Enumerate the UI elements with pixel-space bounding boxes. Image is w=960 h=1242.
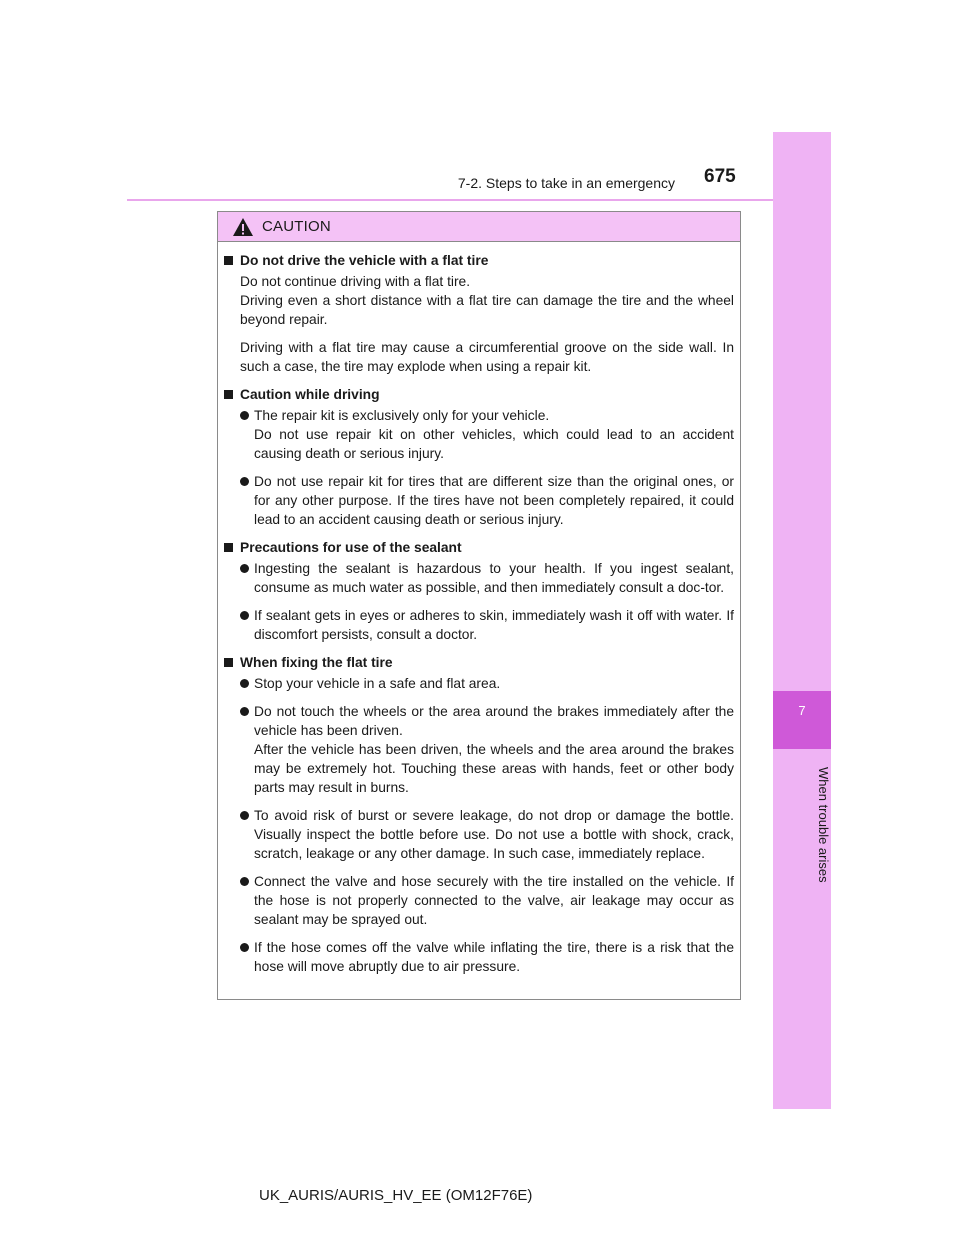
bullet-dot-icon [240, 679, 249, 688]
chapter-label: When trouble arises [816, 767, 831, 883]
paragraph: Do not continue driving with a flat tire. Driving even a short distance with a flat tire can damage the tire and the wheel beyond repair. [240, 274, 734, 327]
chapter-side-tab [773, 132, 831, 1109]
chapter-number: 7 [773, 691, 831, 749]
section-heading-text: Do not drive the vehicle with a flat tire [240, 253, 489, 268]
page-number: 675 [704, 166, 736, 187]
section-heading-text: Precautions for use of the sealant [240, 540, 462, 555]
section-heading [224, 653, 734, 672]
bullet-item [240, 674, 734, 693]
bullet-dot-icon [240, 411, 249, 420]
bullet-dot-icon [240, 707, 249, 716]
square-bullet-icon [224, 256, 233, 265]
caution-box [217, 211, 741, 1000]
bullet-item [240, 606, 734, 644]
bullet-dot-icon [240, 611, 249, 620]
bullet-text: If the hose comes off the valve while inflating the tire, there is a risk that the hose will move abruptly due to air pressure. [254, 940, 734, 974]
bullet-dot-icon [240, 477, 249, 486]
square-bullet-icon [224, 390, 233, 399]
bullet-text: The repair kit is exclusively only for your vehicle. Do not use repair kit on other vehicles, which could lead to an accident causing death or serious injury. [254, 408, 734, 461]
caution-header [218, 212, 740, 242]
bullet-text: Connect the valve and hose securely with the tire installed on the vehicle. If the hose is not properly connected to the valve, air leakage may occur as sealant may be sprayed out. [254, 874, 734, 927]
caution-body [218, 242, 740, 976]
document-code: UK_AURIS/AURIS_HV_EE (OM12F76E) [259, 1187, 533, 1204]
bullet-text: To avoid risk of burst or severe leakage, do not drop or damage the bottle. Visually inspect the bottle before use. Do not use a bottle with shock, crack, scratch, leakage or any other damage. In such case, immediately replace. [254, 808, 734, 861]
bullet-dot-icon [240, 811, 249, 820]
bullet-item [240, 806, 734, 863]
bullet-item [240, 872, 734, 929]
section-heading-text: When fixing the flat tire [240, 655, 393, 670]
header-rule [127, 199, 831, 201]
paragraph: Driving with a flat tire may cause a circumferential groove on the side wall. In such a case, the tire may explode when using a repair kit. [240, 340, 734, 374]
bullet-dot-icon [240, 943, 249, 952]
square-bullet-icon [224, 543, 233, 552]
bullet-item [240, 938, 734, 976]
section-heading [224, 385, 734, 404]
warning-triangle-icon [232, 217, 254, 237]
section-heading [224, 538, 734, 557]
bullet-text: Do not touch the wheels or the area around the brakes immediately after the vehicle has been driven. After the vehicle has been driven, the wheels and the area around the brakes may be extremely hot. Touching these areas with hands, feet or other body parts may result in burns. [254, 704, 734, 795]
bullet-item [240, 472, 734, 529]
bullet-text: Stop your vehicle in a safe and flat area. [254, 676, 501, 691]
bullet-dot-icon [240, 877, 249, 886]
bullet-item [240, 406, 734, 463]
bullet-text: Do not use repair kit for tires that are different size than the original ones, or for any other purpose. If the tires have not been completely repaired, it could lead to an accident causing death or serious injury. [254, 474, 734, 527]
section-header: 7-2. Steps to take in an emergency [457, 175, 675, 191]
section-heading [224, 251, 734, 270]
square-bullet-icon [224, 658, 233, 667]
section-heading-text: Caution while driving [240, 387, 380, 402]
bullet-text: If sealant gets in eyes or adheres to skin, immediately wash it off with water. If discomfort persists, consult a doctor. [254, 608, 734, 642]
bullet-text: Ingesting the sealant is hazardous to your health. If you ingest sealant, consume as much water as possible, and then immediately consult a doc-tor. [254, 561, 734, 595]
bullet-dot-icon [240, 564, 249, 573]
bullet-item [240, 702, 734, 797]
caution-title: CAUTION [262, 218, 331, 235]
bullet-item [240, 559, 734, 597]
